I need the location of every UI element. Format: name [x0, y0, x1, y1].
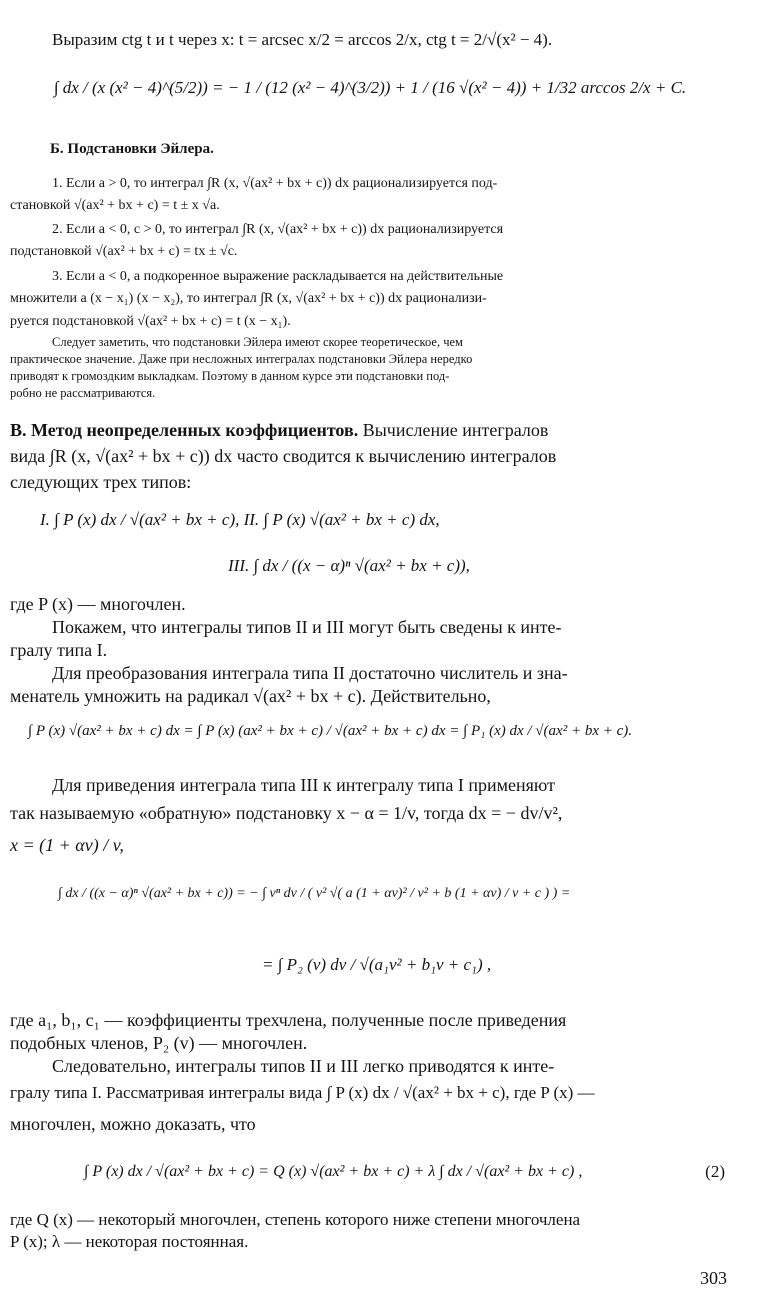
euler-item-1b: становкой √(ax² + bx + c) = t ± x √a.: [10, 198, 220, 213]
euler-note-3: приводят к громоздким выкладкам. Поэтому в данном курсе эти подстановки под-: [10, 369, 450, 383]
equation-substitution-1: ∫ dx / ((x − α)ⁿ √(ax² + bx + c)) = − ∫ vⁿ dv / ( v² √( a (1 + αv)² / v² + b (1 + αv) / v + c ) ) =: [58, 886, 571, 901]
euler-note-4: робно не рассматриваются.: [10, 386, 156, 400]
method-heading: В. Метод неопределенных коэффициентов.: [10, 420, 359, 440]
euler-item-3b: множители a (x − x₁) (x − x₂), то интеграл ∫R (x, √(ax² + bx + c)) dx рационализи-: [10, 291, 487, 306]
euler-item-3c: руется подстановкой √(ax² + bx + c) = t (x − x₁).: [10, 314, 291, 329]
equation-2-number: (2): [705, 1162, 725, 1181]
transform-line-2: менатель умножить на радикал √(ax² + bx + c). Действительно,: [10, 686, 491, 706]
final-line-1: где Q (x) — некоторый многочлен, степень которого ниже степени многочлена: [10, 1210, 581, 1229]
conclusion-line-1: Следовательно, интегралы типов II и III легко приводятся к инте-: [52, 1056, 555, 1076]
equation-type-2: ∫ P (x) √(ax² + bx + c) dx = ∫ P (x) (ax² + bx + c) / √(ax² + bx + c) dx = ∫ P₁ (x) dx / √(ax² + bx + c).: [28, 723, 632, 739]
coefficients-line-1: где a₁, b₁, c₁ — коэффициенты трехчлена, полученные после приведения: [10, 1010, 567, 1030]
method-para-1b: вида ∫R (x, √(ax² + bx + c)) dx часто сводится к вычислению интегралов: [10, 446, 557, 466]
conclusion-line-2: гралу типа I. Рассматривая интегралы вида ∫ P (x) dx / √(ax² + bx + c), где P (x) —: [10, 1083, 595, 1102]
final-line-2: P (x); λ — некоторая постоянная.: [10, 1232, 249, 1251]
transform-line-1: Для преобразования интеграла типа II достаточно числитель и зна-: [52, 663, 568, 683]
inverse-line-1: Для приведения интеграла типа III к интегралу типа I применяют: [52, 775, 555, 795]
euler-item-3a: 3. Если a < 0, а подкоренное выражение раскладывается на действительные: [52, 269, 504, 284]
inverse-line-2: так называемую «обратную» подстановку x − α = 1/v, тогда dx = − dv/v²,: [10, 803, 563, 823]
method-para-1-rest: Вычисление интегралов: [362, 420, 549, 440]
conclusion-line-3: многочлен, можно доказать, что: [10, 1114, 256, 1134]
where-polynomial: где P (x) — многочлен.: [10, 594, 186, 614]
integral-types-line-2: III. ∫ dx / ((x − α)ⁿ √(ax² + bx + c)),: [228, 556, 470, 575]
equation-2: ∫ P (x) dx / √(ax² + bx + c) = Q (x) √(ax² + bx + c) + λ ∫ dx / √(ax² + bx + c) ,: [84, 1163, 583, 1180]
euler-item-2b: подстановкой √(ax² + bx + c) = tx ± √c.: [10, 244, 238, 259]
euler-note-1: Следует заметить, что подстановки Эйлера имеют скорее теоретическое, чем: [52, 335, 463, 349]
intro-line: Выразим ctg t и t через x: t = arcsec x/2 = arccos 2/x, ctg t = 2/√(x² − 4).: [52, 30, 553, 49]
equation-substitution-2: = ∫ P₂ (v) dv / √(a₁v² + b₁v + c₁) ,: [262, 955, 492, 974]
integral-types-line-1: I. ∫ P (x) dx / √(ax² + bx + c), II. ∫ P (x) √(ax² + bx + c) dx,: [40, 510, 440, 529]
inverse-line-3: x = (1 + αv) / v,: [10, 835, 124, 855]
euler-heading: Б. Подстановки Эйлера.: [50, 141, 214, 157]
page-number: 303: [700, 1268, 727, 1288]
euler-item-1a: 1. Если a > 0, то интеграл ∫R (x, √(ax² + bx + c)) dx рационализируется под-: [52, 176, 498, 191]
method-para-1c: следующих трех типов:: [10, 472, 192, 492]
coefficients-line-2: подобных членов, P₂ (v) — многочлен.: [10, 1033, 308, 1053]
show-line-2: гралу типа I.: [10, 640, 108, 660]
method-heading-line: [10, 420, 730, 442]
euler-note-2: практическое значение. Даже при несложных интегралах подстановки Эйлера нередко: [10, 352, 473, 366]
intro-formula: ∫ dx / (x (x² − 4)^(5/2)) = − 1 / (12 (x² − 4)^(3/2)) + 1 / (16 √(x² − 4)) + 1/32 arccos 2/x + C.: [53, 78, 687, 97]
euler-item-2a: 2. Если a < 0, c > 0, то интеграл ∫R (x, √(ax² + bx + c)) dx рационализируется: [52, 222, 504, 237]
show-line-1: Покажем, что интегралы типов II и III могут быть сведены к инте-: [52, 617, 562, 637]
